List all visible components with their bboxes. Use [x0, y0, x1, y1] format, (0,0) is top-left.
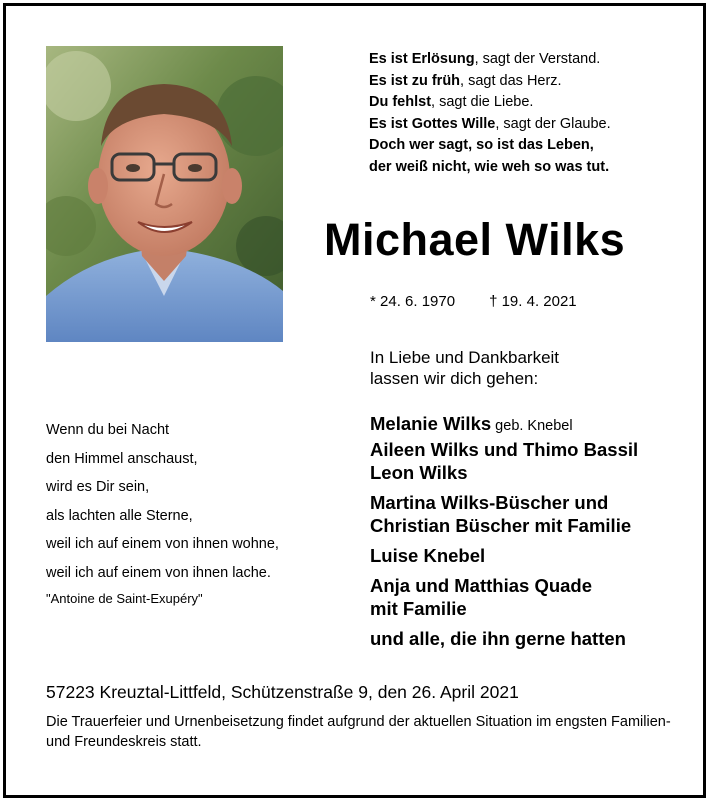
maiden-name-note: geb. Knebel [491, 418, 573, 434]
quote-line: weil ich auf einem von ihnen wohne, [46, 536, 279, 552]
mourner-name: Christian Büscher mit Familie [370, 515, 632, 536]
poem-line: Es ist Erlösung, sagt der Verstand. [369, 51, 601, 67]
quote-line: als lachten alle Sterne, [46, 507, 193, 524]
death-date: † 19. 4. 2021 [489, 293, 577, 310]
mourner-group [370, 574, 638, 620]
birth-date: * 24. 6. 1970 [370, 293, 456, 310]
mourner-name: Luise Knebel [370, 545, 486, 566]
mourner-name: Martina Wilks-Büscher und [370, 492, 609, 513]
mourners-list [370, 412, 638, 657]
funeral-notice: Die Trauerfeier und Urnenbeisetzung findet aufgrund der aktuellen Situation im engsten Familien- und Freundeskreis statt. [46, 714, 671, 750]
deceased-name: Michael Wilks [324, 214, 626, 265]
mourner-name: Melanie Wilks [370, 413, 492, 434]
opening-poem [369, 49, 689, 178]
quote-author: "Antoine de Saint-Exupéry" [46, 591, 203, 606]
poem-line: Es ist Gottes Wille, sagt der Glaube. [369, 115, 611, 132]
quote-line: Wenn du bei Nacht [46, 422, 170, 438]
quote-poem [46, 416, 279, 587]
poem-line: der weiß nicht, wie weh so was tut. [369, 158, 610, 175]
address-line: 57223 Kreuztal-Littfeld, Schützenstraße 9, den 26. April 2021 [46, 682, 519, 702]
quote-line: wird es Dir sein, [46, 479, 150, 495]
mourner-group [370, 412, 638, 484]
mourner-group [370, 491, 638, 537]
mourner-name: Leon Wilks [370, 462, 468, 483]
obituary-card [3, 3, 706, 798]
mourner-name: und alle, die ihn gerne hatten [370, 628, 626, 649]
intro-text [370, 347, 559, 389]
mourner-name: Aileen Wilks und Thimo Bassil [370, 439, 639, 460]
mourner-group [370, 544, 638, 567]
poem-line: Du fehlst, sagt die Liebe. [369, 94, 534, 110]
portrait-photo [46, 46, 283, 342]
mourner-group [370, 627, 638, 650]
poem-line: Es ist zu früh, sagt das Herz. [369, 72, 562, 89]
mourner-name: Anja und Matthias Quade [370, 575, 593, 596]
poem-line: Doch wer sagt, so ist das Leben, [369, 137, 594, 153]
quote-line: weil ich auf einem von ihnen lache. [46, 564, 271, 581]
intro-line: In Liebe und Dankbarkeit [370, 348, 560, 367]
quote-line: den Himmel anschaust, [46, 450, 198, 467]
life-dates [370, 293, 577, 310]
mourner-name: mit Familie [370, 598, 467, 619]
intro-line: lassen wir dich gehen: [370, 369, 539, 388]
